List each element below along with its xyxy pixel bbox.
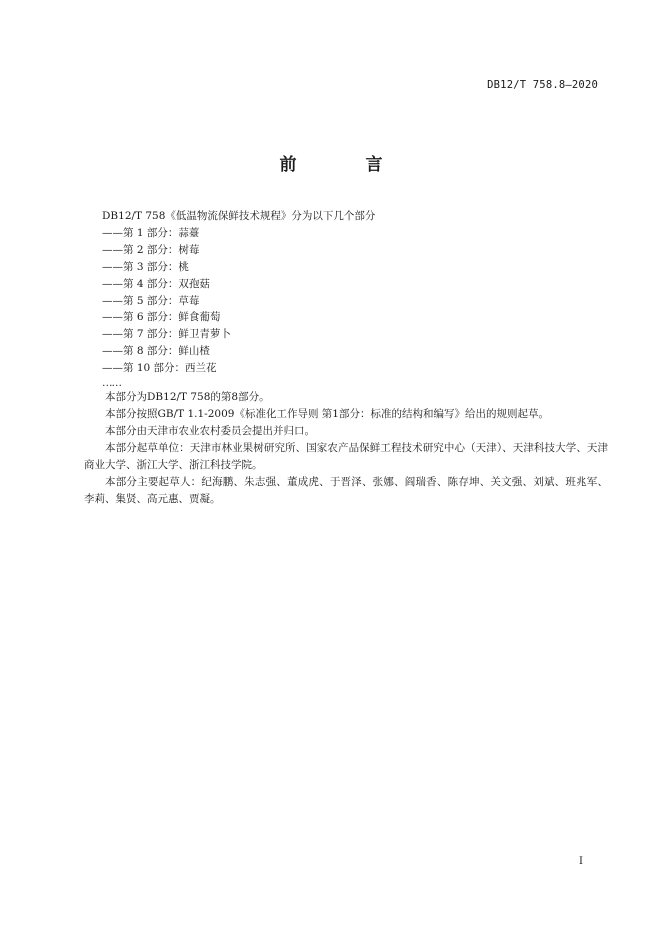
paragraph-drafting-units: 本部分起草单位：天津市林业果树研究所、国家农产品保鲜工程技术研究中心（天津）、天津科技大学、天津商业大学、浙江大学、浙江科技学院。 <box>84 441 608 471</box>
part-item: ——第 2 部分：树莓 <box>102 243 200 256</box>
intro-line: DB12/T 758《低温物流保鲜技术规程》分为以下几个部分 <box>102 210 376 222</box>
part-item: ——第 1 部分：蒜薹 <box>102 226 200 239</box>
foreword-body <box>84 208 608 507</box>
paragraph-drafters: 本部分主要起草人：纪海鹏、朱志强、董成虎、于晋泽、张娜、阎瑞香、陈存坤、关文强、刘斌、班兆军、李莉、集贤、高元惠、贾凝。 <box>84 475 608 505</box>
list-ellipsis: …… <box>102 377 121 390</box>
part-item: ——第 4 部分：双孢菇 <box>102 277 210 290</box>
page-title: 前 言 <box>279 155 409 175</box>
paragraph-proposer: 本部分由天津市农业农村委员会提出并归口。 <box>105 424 315 437</box>
part-item: ——第 5 部分：草莓 <box>102 294 200 307</box>
standard-code: DB12/T 758.8—2020 <box>487 79 598 91</box>
paragraph-drafting-rules: 本部分按照GB/T 1.1-2009《标准化工作导则 第1部分：标准的结构和编写》给出的规则起草。 <box>105 407 549 420</box>
page-number: I <box>579 856 583 867</box>
part-item: ——第 10 部分：西兰花 <box>102 362 217 375</box>
part-item: ——第 3 部分：桃 <box>102 260 189 273</box>
part-item: ——第 8 部分：鲜山楂 <box>102 345 210 358</box>
paragraph-part-statement: 本部分为DB12/T 758的第8部分。 <box>105 391 270 404</box>
part-item: ——第 6 部分：鲜食葡萄 <box>102 311 221 324</box>
part-item: ——第 7 部分：鲜卫青萝卜 <box>102 328 231 341</box>
